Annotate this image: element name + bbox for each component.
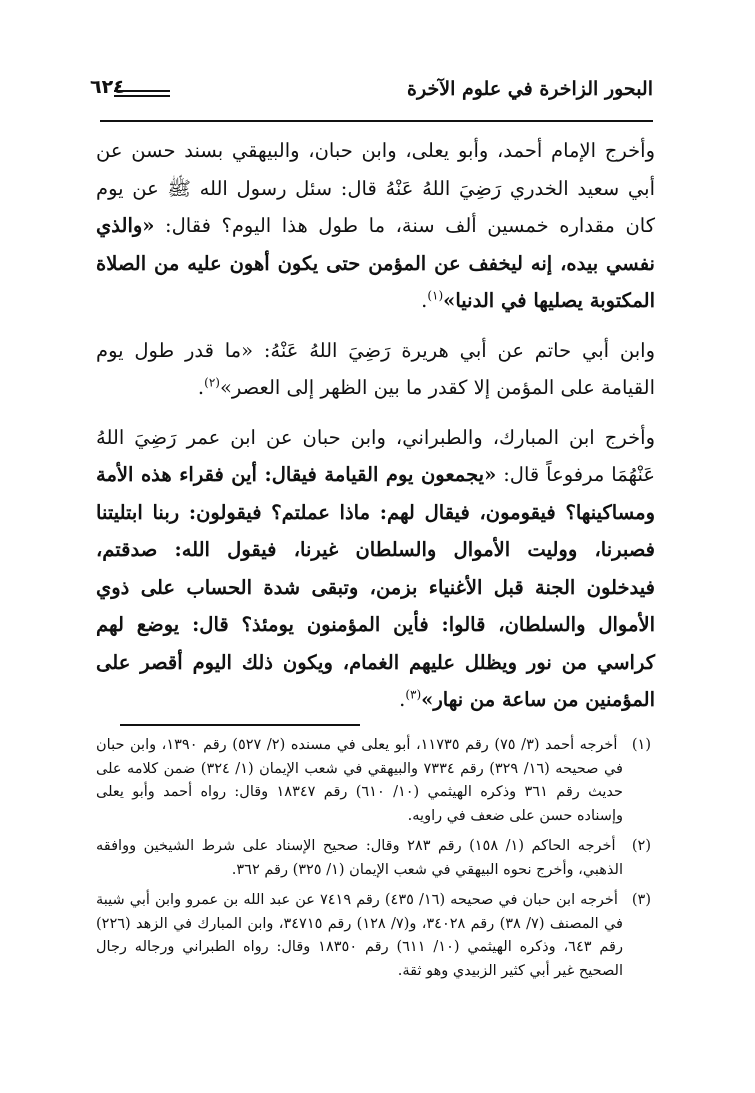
paragraph: [96, 132, 655, 320]
footnote-text: أخرجه الحاكم (١/ ١٥٨) رقم ٢٨٣ وقال: صحيح الإسناد على شرط الشيخين ووافقه الذهبي، وأخرج نحوه البيهقي في شعب الإيمان (١/ ٣٢٥) رقم ٣٦٢.: [96, 838, 623, 878]
footnote-reference: (١): [427, 288, 444, 303]
paragraph-text: وأخرج ابن المبارك، والطبراني، وابن حبان عن ابن عمر رَضِيَ اللهُ عَنْهُمَا مرفوعاً قال:: [96, 425, 655, 486]
paragraph: [96, 332, 655, 407]
footnote: [96, 835, 651, 882]
footnote-number: (٢): [631, 838, 652, 854]
footnote: [96, 734, 651, 828]
main-text: [96, 132, 655, 731]
paragraph-text: .: [421, 289, 428, 312]
footnote-number: (٣): [631, 892, 651, 908]
running-header: [90, 76, 653, 112]
footnote-reference: (٣): [405, 687, 422, 702]
hadith-quote: «والذي نفسي بيده، إنه ليخفف عن المؤمن حتى يكون أهون عليه من الصلاة المكتوبة يصليها في الدنيا»: [96, 214, 655, 312]
footnotes: [96, 734, 651, 990]
paragraph-text: وابن أبي حاتم عن أبي هريرة رَضِيَ اللهُ عَنْهُ: «ما قدر طول يوم القيامة على المؤمن إلا كقدر ما بين الظهر إلى العصر»: [96, 338, 655, 399]
paragraph-text: .: [197, 376, 205, 399]
page-number: ٦٢٤: [90, 76, 125, 98]
footnote-separator: [120, 724, 360, 726]
hadith-quote: «يجمعون يوم القيامة فيقال: أين فقراء هذه الأمة ومساكينها؟ فيقومون، فيقال لهم: ماذا عملتم؟ فيقولون: ربنا ابتليتنا فصبرنا، ووليت الأموال والسلطان غيرنا، فيقول الله: صدقتم، فيدخلون الجنة قبل الأغنياء بزمن، وتبقى شدة الحساب على ذوي الأموال والسلطان، قالوا: فأين المؤمنون يومئذ؟ قال: يوضع لهم كراسي من نور ويظلل عليهم الغمام، ويكون ذلك اليوم أقصر على المؤمنين من ساعة من نهار»: [96, 463, 655, 711]
footnote-number: (١): [631, 737, 652, 753]
paragraph-text: .: [399, 688, 406, 711]
footnote: [96, 889, 651, 983]
footnote-reference: (٢): [204, 375, 220, 390]
header-title: البحور الزاخرة في علوم الآخرة: [407, 78, 653, 100]
paragraph-text: وأخرج الإمام أحمد، وأبو يعلى، وابن حبان، والبيهقي بسند حسن عن أبي سعيد الخدري رَضِيَ اللهُ عَنْهُ قال: سئل رسول الله ﷺ عن يوم كان مقداره خمسين ألف سنة، ما طول هذا اليوم؟ فقال:: [96, 139, 655, 237]
footnote-text: أخرجه أحمد (٣/ ٧٥) رقم ١١٧٣٥، أبو يعلى في مسنده (٢/ ٥٢٧) رقم ١٣٩٠، وابن حبان في صحيحه (١٦/ ٣٢٩) رقم ٧٣٣٤ والبيهقي في شعب الإيمان (١/ ٣٢٤) ضمن كلامه على حديث رقم ٣٦١ وذكره الهيثمي (١٠/ ٦١٠) رقم ١٨٣٤٧ وقال: رواه أحمد وأبو يعلى وإسناده حسن على ضعف في راويه.: [96, 737, 623, 824]
header-rule: [100, 120, 653, 122]
footnote-text: أخرجه ابن حبان في صحيحه (١٦/ ٤٣٥) رقم ٧٤١٩ عن عبد الله بن عمرو وابن أبي شيبة في المصنف (٧/ ٣٨) رقم ٣٤٠٢٨، و(٧/ ١٢٨) رقم ٣٤٧١٥، وابن المبارك في الزهد (٢٢٦) رقم ٦٤٣، وذكره الهيثمي (١٠/ ٦١١) رقم ١٨٣٥٠ وقال: رواه الطبراني ورجاله رجال الصحيح غير أبي كثير الزبيدي وهو ثقة.: [96, 892, 623, 979]
paragraph: [96, 419, 655, 719]
